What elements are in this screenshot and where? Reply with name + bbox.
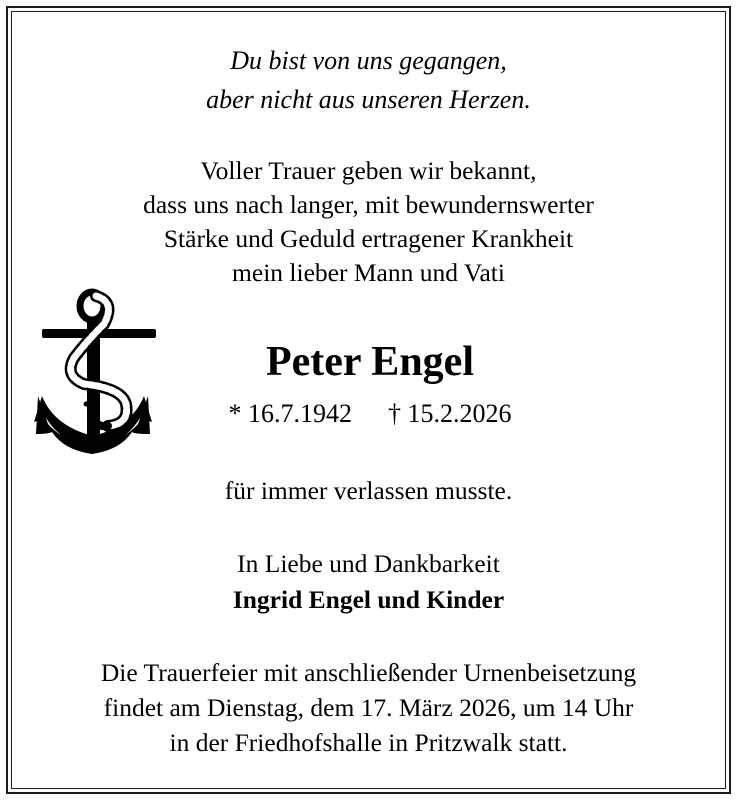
intro-line-1: Voller Trauer geben wir bekannt, (200, 156, 537, 185)
signer: Ingrid Engel und Kinder (232, 585, 505, 614)
closing-line: In Liebe und Dankbarkeit (237, 549, 500, 578)
closing (0, 546, 737, 618)
intro-line-2: dass uns nach langer, mit bewundernswerter (143, 190, 594, 219)
birth-date: * 16.7.1942 (228, 399, 352, 428)
deceased-name: Peter Engel (266, 339, 474, 385)
intro-line-4: mein lieber Mann und Vati (232, 258, 505, 287)
funeral-line-1: Die Trauerfeier mit anschließender Urnenbeisetzung (100, 658, 637, 687)
funeral-line-2: findet am Dienstag, dem 17. März 2026, um 14 Uhr (103, 693, 634, 722)
funeral-line-3: in der Friedhofshalle in Pritzwalk statt. (169, 728, 568, 757)
motto-line-2: aber nicht aus unseren Herzen. (206, 85, 531, 114)
death-date: † 15.2.2026 (388, 399, 512, 428)
funeral-details (0, 655, 737, 760)
announcement-intro (0, 154, 737, 290)
anchor-with-rope-icon (34, 284, 180, 460)
motto (0, 41, 737, 119)
life-dates (200, 396, 540, 432)
motto-line-1: Du bist von uns gegangen, (230, 46, 507, 75)
intro-line-3: Stärke und Geduld ertragener Krankheit (163, 224, 574, 253)
leave-text: für immer verlassen musste. (224, 476, 513, 505)
